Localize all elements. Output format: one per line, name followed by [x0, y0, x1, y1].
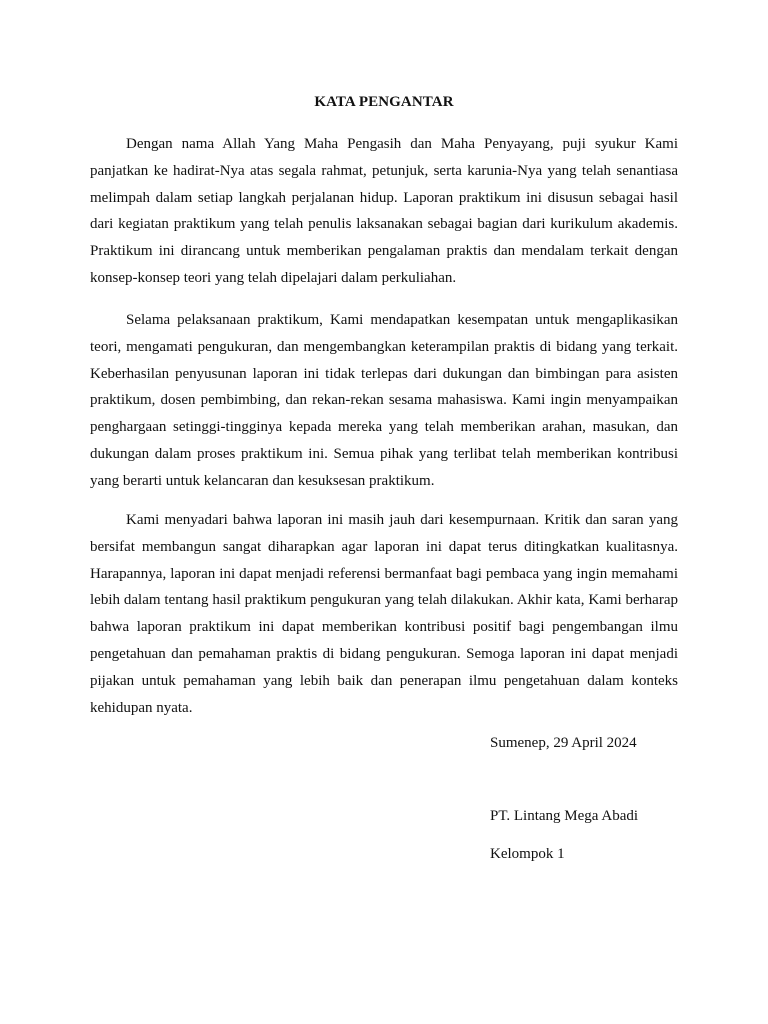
page-title: KATA PENGANTAR	[314, 94, 454, 110]
paragraph-opening: Dengan nama Allah Yang Maha Pengasih dan Maha Penyayang, puji syukur Kami panjatkan ke hadirat-Nya atas segala rahmat, petunjuk, serta karunia-Nya yang telah senantiasa melimpah dalam setiap langkah perjalanan hidup. Laporan praktikum ini disusun sebagai hasil dari kegiatan praktikum yang telah penulis laksanakan sebagai bagian dari kurikulum akademis. Praktikum ini dirancang untuk memberikan pengalaman praktis dan mendalam terkait dengan konsep-konsep teori yang telah dipelajari dalam perkuliahan.	[90, 136, 678, 286]
paragraph-acknowledgement: Selama pelaksanaan praktikum, Kami mendapatkan kesempatan untuk mengaplikasikan teori, mengamati pengukuran, dan mengembangkan keterampilan praktis di bidang yang terkait. Keberhasilan penyusunan laporan ini tidak terlepas dari dukungan dan bimbingan para asisten praktikum, dosen pembimbing, dan rekan-rekan sesama mahasiswa. Kami ingin menyampaikan penghargaan setinggi-tingginya kepada mereka yang telah memberikan arahan, masukan, dan dukungan dalam proses praktikum ini. Semua pihak yang terlibat telah memberikan kontribusi yang berarti untuk kelancaran dan kesuksesan praktikum.	[90, 312, 678, 489]
paragraph-closing: Kami menyadari bahwa laporan ini masih jauh dari kesempurnaan. Kritik dan saran yang bersifat membangun sangat diharapkan agar laporan ini dapat terus ditingkatkan kualitasnya. Harapannya, laporan ini dapat menjadi referensi bermanfaat bagi pembaca yang ingin memahami lebih dalam tentang hasil praktikum pengukuran yang telah dilakukan. Akhir kata, Kami berharap bahwa laporan praktikum ini dapat memberikan kontribusi positif bagi pengembangan ilmu pengetahuan dan pemahaman praktis di bidang pengukuran. Semoga laporan ini dapat menjadi pijakan untuk pemahaman yang lebih baik dan penerapan ilmu pengetahuan dalam konteks kehidupan nyata.	[90, 512, 678, 716]
signature-group: Kelompok 1	[490, 846, 565, 862]
signature-company: PT. Lintang Mega Abadi	[490, 808, 639, 824]
signature-place-date: Sumenep, 29 April 2024	[490, 735, 637, 751]
